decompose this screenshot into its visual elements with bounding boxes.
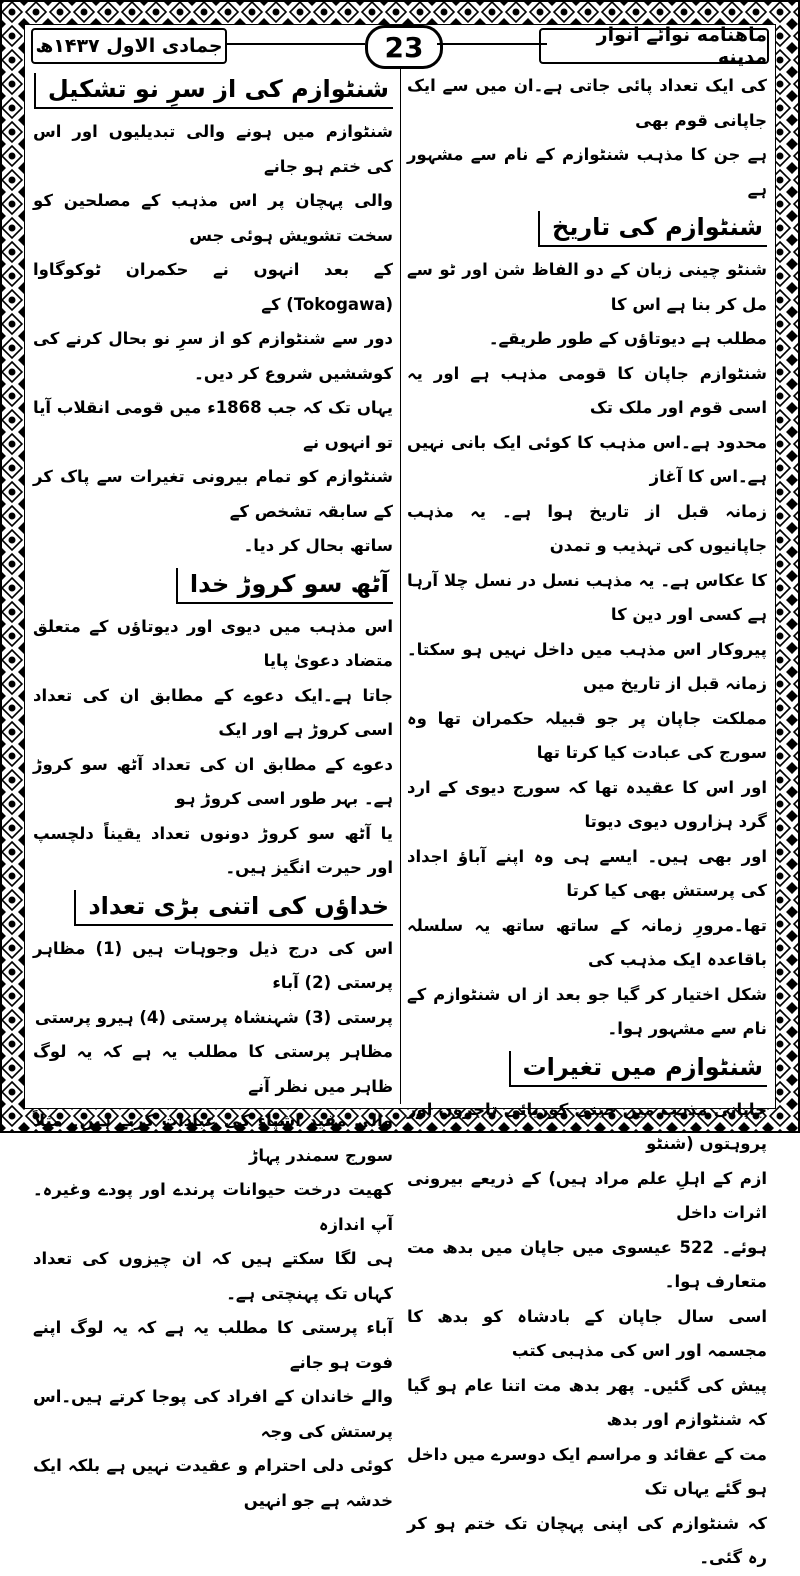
history-line: مملکت جاپان پر جو قبیلہ حکمران تھا وہ سورج کی عبادت کیا کرتا تھا	[407, 708, 767, 762]
reform-line: والی پہچان پر اس مذہب کے مصلحین کو سخت تشویش ہوئی جس	[33, 191, 393, 245]
header-rule-left	[225, 43, 365, 45]
history-line: تھا۔مرورِ زمانہ کے ساتھ ساتھ یہ سلسلہ باقاعدہ ایک مذہب کی	[407, 915, 767, 969]
reform-line: شنٹوازم میں ہونے والی تبدیلیوں اور اس کی ختم ہو جانے	[33, 122, 393, 176]
history-line: پیروکار اس مذہب میں داخل نہیں ہو سکتا۔زمانہ قبل از تاریخ میں	[407, 639, 767, 693]
changes-heading: شنٹوازم میں تغیرات	[509, 1051, 767, 1087]
history-line: شکل اختیار کر گیا جو بعد از اں شنٹوازم کے نام سے مشہور ہوا۔	[407, 984, 767, 1038]
page-header	[25, 25, 775, 67]
column-divider	[400, 69, 401, 1104]
number-line: ہی لگا سکتے ہیں کہ ان چیزوں کی تعداد کہاں تک پہنچتی ہے۔	[33, 1249, 393, 1303]
page-content	[24, 24, 776, 1567]
magazine-title: ماهنامه نوائے انوار مدینه	[539, 28, 769, 64]
number-line: والی مفید اشیاء کی عبادات کرتے ہیں۔ مثلاً سورج سمندر پہاڑ	[33, 1111, 393, 1165]
history-line: شنٹو چینی زبان کے دو الفاظ شن اور ٹو سے مل کر بنا ہے اس کا	[407, 260, 767, 314]
reform-line: یہاں تک کہ جب 1868ء میں قومی انقلاب آیا تو انہوں نے	[33, 398, 393, 452]
gods-line: جاتا ہے۔ایک دعوے کے مطابق ان کی تعداد اسی کروڑ ہے اور ایک	[33, 685, 393, 739]
history-line: شنٹوازم جاپان کا قومی مذہب ہے اور یہ اسی قوم اور ملک تک	[407, 363, 767, 417]
number-line: پرستی (3) شہنشاہ پرستی (4) ہیرو پرستی	[34, 1007, 393, 1027]
history-line: اور بھی ہیں۔ ایسے ہی وہ اپنے آباؤ اجداد کی پرستش بھی کیا کرتا	[407, 846, 767, 900]
changes-line: ازم کے اہلِ علم مراد ہیں) کے ذریعے بیرونی اثرات داخل	[407, 1168, 767, 1222]
intro-line: کی ایک تعداد پائی جاتی ہے۔ان میں سے ایک جاپانی قوم بھی	[407, 76, 767, 130]
left-column	[33, 69, 393, 1510]
number-line: مظاہر پرستی کا مطلب یہ ہے کہ یہ لوگ ظاہر میں نظر آنے	[33, 1042, 393, 1096]
reform-line: شنٹوازم کو تمام بیرونی تغیرات سے پاک کر کے سابقہ تشخص کے	[33, 467, 393, 521]
history-line: اور اس کا عقیدہ تھا کہ سورج دیوی کے ارد گرد ہزاروں دیوی دیوتا	[407, 777, 767, 831]
intro-line: ہے جن کا مذہب شنٹوازم کے نام سے مشہور ہے	[407, 145, 767, 199]
history-line: کا عکاس ہے۔ یہ مذہب نسل در نسل چلا آرہا ہے کسی اور دین کا	[407, 570, 767, 624]
reform-line: ساتھ بحال کر دیا۔	[243, 536, 393, 555]
right-column	[407, 69, 767, 1567]
number-heading: خداؤں کی اتنی بڑی تعداد	[74, 890, 393, 926]
page-number: 23	[365, 25, 443, 69]
header-rule-right	[437, 43, 547, 45]
number-line: والے خاندان کے افراد کی پوجا کرتے ہیں۔اس پرستش کی وجہ	[33, 1387, 393, 1441]
number-line: کوئی دلی احترام و عقیدت نہیں ہے بلکہ ایک خدشہ ہے جو انہیں	[33, 1456, 393, 1510]
history-line: مطلب ہے دیوتاؤں کے طور طریقے۔	[488, 329, 767, 348]
gods-heading: آٹھ سو کروڑ خدا	[176, 568, 393, 604]
changes-line: ہوئے۔ 522 عیسوی میں جاپان میں بدھ مت متعارف ہوا۔	[407, 1237, 767, 1291]
number-line: اس کی درج ذیل وجوہات ہیں (1) مظاہر پرستی (2) آباء	[33, 938, 393, 992]
issue-date: جمادی الاول ۱۴۳۷ھ	[31, 28, 227, 64]
changes-line: کہ شنٹوازم کی اپنی پہچان تک ختم ہو کر رہ گئی۔	[407, 1513, 767, 1567]
changes-line: اسی سال جاپان کے بادشاہ کو بدھ کا مجسمہ اور اس کی مذہبی کتب	[407, 1306, 767, 1360]
reform-line: کے بعد انہوں نے حکمران ٹوکوگاوا (Tokogawa) کے	[33, 260, 393, 314]
gods-line: دعوے کے مطابق ان کی تعداد آٹھ سو کروڑ ہے۔ بہر طور اسی کروڑ ہو	[33, 754, 393, 808]
reform-line: دور سے شنٹوازم کو از سرِ نو بحال کرنے کی کوششیں شروع کر دیں۔	[33, 329, 393, 383]
number-line: آباء پرستی کا مطلب یہ ہے کہ یہ لوگ اپنے فوت ہو جانے	[33, 1318, 393, 1372]
history-heading: شنٹوازم کی تاریخ	[538, 211, 767, 247]
reform-heading: شنٹوازم کی از سرِ نو تشکیل	[34, 73, 393, 109]
number-line: کھیت درخت حیوانات پرندے اور پودے وغیرہ۔آپ اندازہ	[33, 1180, 393, 1234]
changes-line: مت کے عقائد و مراسم ایک دوسرے میں داخل ہو گئے یہاں تک	[407, 1444, 767, 1498]
changes-line: جاپانی مذہب میں چینی کوریائی تاجروں اور پروہتوں (شنٹو	[407, 1099, 767, 1153]
gods-line: یا آٹھ سو کروڑ دونوں تعداد یقیناً دلچسپ اور حیرت انگیز ہیں۔	[33, 823, 393, 877]
history-line: زمانہ قبل از تاریخ ہوا ہے۔ یہ مذہب جاپانیوں کی تہذیب و تمدن	[407, 501, 767, 555]
gods-line: اس مذہب میں دیوی اور دیوتاؤں کے متعلق متضاد دعویٰ پایا	[33, 616, 393, 670]
changes-line: پیش کی گئیں۔ پھر بدھ مت اتنا عام ہو گیا کہ شنٹوازم اور بدھ	[407, 1375, 767, 1429]
history-line: محدود ہے۔اس مذہب کا کوئی ایک بانی نہیں ہے۔اس کا آغاز	[407, 432, 767, 486]
